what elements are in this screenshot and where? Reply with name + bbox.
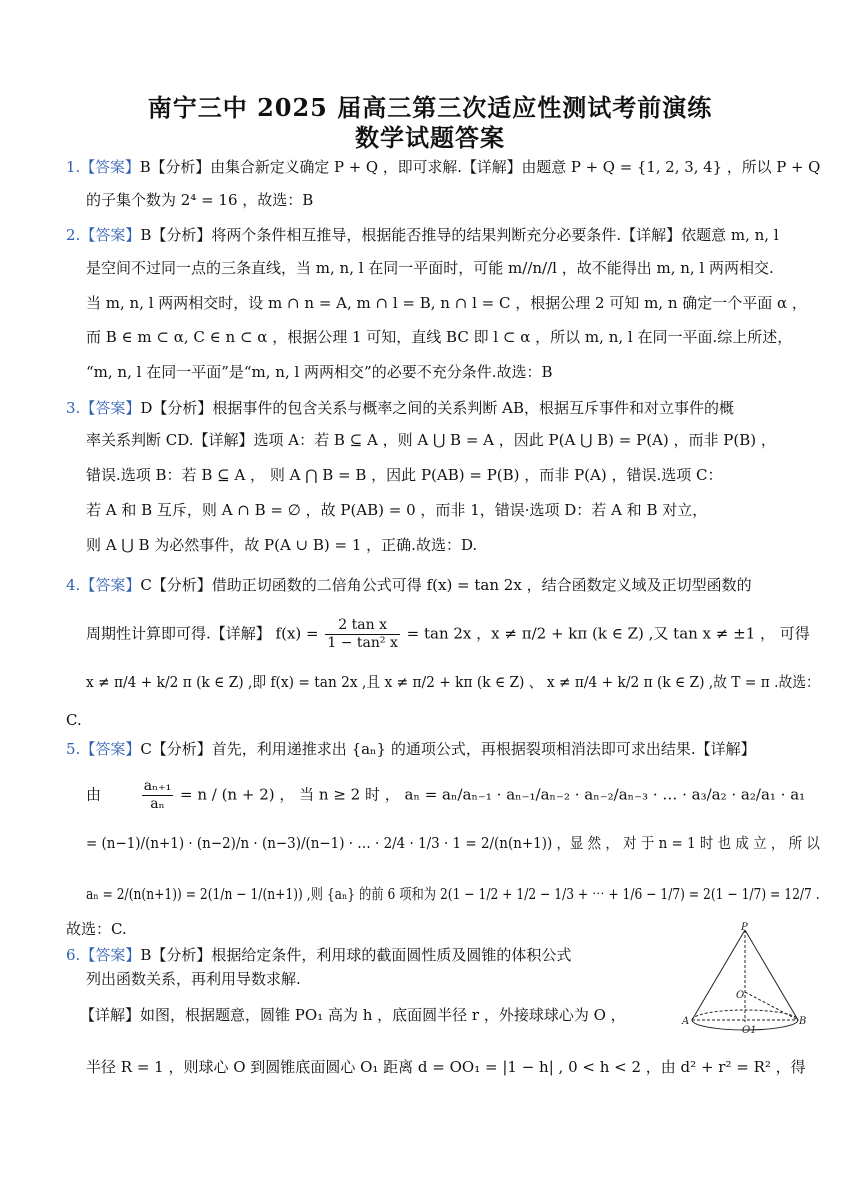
q2-line-1 xyxy=(66,225,792,245)
q5-line-2 xyxy=(86,778,806,813)
q6-line-3: 【详解】如图，根据题意，圆锥 PO₁ 高为 h ，底面圆半径 r ，外接球球心为 O ， xyxy=(80,1006,626,1024)
q3-line-1 xyxy=(66,398,792,418)
q4-line-1 xyxy=(66,575,792,595)
q5-text-2a: 由 xyxy=(86,785,102,804)
cone-outline xyxy=(692,930,798,1030)
q5-text-2b: = n / (n + 2) ， 当 n ≥ 2 时 ， aₙ = aₙ/aₙ₋₁ · aₙ₋₁/aₙ₋₂ · aₙ₋₂/aₙ₋₃ · … · a₃/a₂ · a₂/a₁ · a₁ xyxy=(179,785,806,804)
q4-fraction-numerator: 2 tan x xyxy=(325,617,400,635)
cone-sphere-figure xyxy=(680,922,810,1042)
label-o1: O1 xyxy=(742,1025,757,1036)
q3-answer-tag: 【答案】 xyxy=(80,399,141,417)
q1-number: 1. xyxy=(66,158,81,176)
q4-line-4: C. xyxy=(66,711,82,729)
q5-fraction-denominator: aₙ xyxy=(150,796,165,812)
q5-line-4: aₙ = 2/(n(n+1)) = 2(1/n − 1/(n+1)) ,则 {aₙ} 的前 6 项和为 2(1 − 1/2 + 1/2 − 1/3 + ⋯ + 1/6 − 1/7) = 2(1 − 1/7) = 12/7 . xyxy=(86,885,820,903)
q5-line-3: = (n−1)/(n+1) · (n−2)/n · (n−3)/(n−1) · … · 2/4 · 1/3 · 1 = 2/(n(n+1)) ，显 然 ， 对 于 n = 1 时 也 成 立 ， 所 以 xyxy=(86,834,820,852)
label-p: P xyxy=(741,922,748,933)
q5-answer-tag: 【答案】 xyxy=(80,740,141,758)
label-o: O xyxy=(736,990,745,1001)
q3-line-4: 若 A 和 B 互斥，则 A ∩ B = ∅ ，故 P(AB) = 0 ，而非 1，错误·选项 D：若 A 和 B 对立， xyxy=(86,501,708,519)
q2-answer-tag: 【答案】 xyxy=(80,226,141,244)
q1-text-1: B【分析】由集合新定义确定 P + Q ，即可求解.【详解】由题意 P + Q = {1, 2, 3, 4} ，所以 P + Q xyxy=(139,158,821,176)
q1-answer-tag: 【答案】 xyxy=(80,158,140,176)
q6-answer-tag: 【答案】 xyxy=(80,946,141,964)
q2-line-2: 是空间不过同一点的三条直线，当 m, n, l 在同一平面时，可能 m//n//l ，故不能得出 m, n, l 两两相交. xyxy=(86,259,774,277)
q6-text-1: B【分析】根据给定条件，利用球的截面圆性质及圆锥的体积公式 xyxy=(140,946,572,964)
q3-line-2: 率关系判断 CD.【详解】选项 A：若 B ⊆ A ，则 A ⋃ B = A ，因此 P(A ⋃ B) = P(A) ，而非 P(B) ， xyxy=(86,431,776,449)
label-a: A xyxy=(682,1016,690,1027)
q5-line-5: 故选：C. xyxy=(66,920,127,938)
q2-number: 2. xyxy=(66,226,81,244)
label-b: B xyxy=(799,1016,807,1027)
q6-number: 6. xyxy=(66,946,81,964)
q4-fraction xyxy=(325,617,400,652)
q2-line-4: 而 B ∈ m ⊂ α, C ∈ n ⊂ α ，根据公理 1 可知，直线 BC 即 l ⊂ α ，所以 m, n, l 在同一平面.综上所述， xyxy=(86,328,793,346)
q6-line-2: 列出函数关系，再利用导数求解. xyxy=(86,970,301,988)
q2-line-5: “m, n, l 在同一平面”是“m, n, l 两两相交”的必要不充分条件.故选：B xyxy=(86,363,553,381)
q4-answer-tag: 【答案】 xyxy=(80,576,141,594)
q2-line-3: 当 m, n, l 两两相交时，设 m ∩ n = A, m ∩ l = B, n ∩ l = C ，根据公理 2 可知 m, n 确定一个平面 α ， xyxy=(86,294,807,312)
q4-line-2 xyxy=(86,617,810,652)
q4-text-1: C【分析】借助正切函数的二倍角公式可得 f(x) = tan 2x ，结合函数定义域及正切型函数的 xyxy=(140,576,752,594)
q5-fraction-numerator: aₙ₊₁ xyxy=(143,778,172,794)
page-subtitle: 数学试题答案 xyxy=(355,123,505,152)
q3-number: 3. xyxy=(66,399,81,417)
q6-line-4: 半径 R = 1 ，则球心 O 到圆锥底面圆心 O₁ 距离 d = OO₁ = |1 − h| , 0 < h < 2 ，由 d² + r² = R² ，得 xyxy=(86,1058,806,1076)
q5-line-1 xyxy=(66,739,792,759)
q4-line-3: x ≠ π/4 + k/2 π (k ∈ Z) ,即 f(x) = tan 2x ,且 x ≠ π/2 + kπ (k ∈ Z) 、 x ≠ π/4 + k/2 π (k ∈ Z) ,故 T = π .故选： xyxy=(86,673,820,691)
q4-text-2b: = tan 2x ，x ≠ π/2 + kπ (k ∈ Z) ,又 tan x ≠ ±1 ， 可得 xyxy=(406,624,810,643)
q3-text-1: D【分析】根据事件的包含关系与概率之间的关系判断 AB，根据互斥事件和对立事件的概 xyxy=(140,399,734,417)
q3-line-3: 错误.选项 B：若 B ⊆ A ， 则 A ⋂ B = B ，因此 P(AB) = P(B) ，而非 P(A) ，错误.选项 C： xyxy=(86,466,723,484)
q5-text-1: C【分析】首先，利用递推求出 {aₙ} 的通项公式，再根据裂项相消法即可求出结果.【详解】 xyxy=(140,740,756,758)
q4-fraction-denominator: 1 − tan² x xyxy=(327,635,398,651)
q5-fraction xyxy=(142,778,173,813)
q3-line-5: 则 A ⋃ B 为必然事件，故 P(A ∪ B) = 1 ，正确.故选：D. xyxy=(86,536,478,554)
q4-text-2a: 周期性计算即可得.【详解】 f(x) = xyxy=(86,624,319,643)
q4-number: 4. xyxy=(66,576,81,594)
q2-text-1: B【分析】将两个条件相互推导，根据能否推导的结果判断充分必要条件.【详解】依题意 m, n, l xyxy=(140,226,779,244)
q5-number: 5. xyxy=(66,740,81,758)
cone-left-edge xyxy=(692,930,745,1020)
q1-line-1 xyxy=(66,157,821,177)
q1-line-2: 的子集个数为 2⁴ = 16 ，故选：B xyxy=(86,191,314,209)
page-title: 南宁三中 2025 届高三第三次适应性测试考前演练 xyxy=(147,93,713,122)
